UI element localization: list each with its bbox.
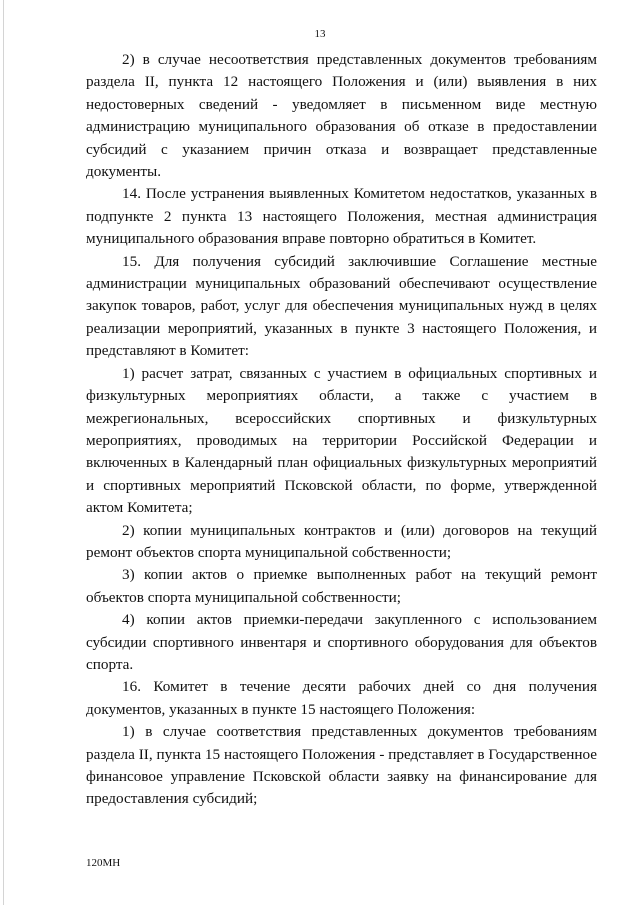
paragraph-13-2: 2) в случае несоответствия представленных документов требованиям раздела II, пункта 12 настоящего Положения и (или) выявления в них недостоверных сведений - уведомляет в письменном виде местную администрацию муниципального образования об отказе в предоставлении субсидий с указанием причин отказа и возвращает представленные документы. xyxy=(86,51,597,181)
document-body xyxy=(86,49,597,811)
paragraph-15-1: 1) расчет затрат, связанных с участием в официальных спортивных и физкультурных мероприятиях области, а также с участием в межрегиональных, всероссийских спортивных и физкультурных мероприятиях, проводимых на территории Российской Федерации и включенных в Календарный план официальных физкультурных мероприятий и спортивных мероприятий Псковской области, по форме, утвержденной актом Комитета; xyxy=(86,364,597,517)
page-edge-line xyxy=(3,0,4,905)
paragraph-15-4: 4) копии актов приемки-передачи закупленного с использованием субсидии спортивного инвентаря и спортивного оборудования для объектов спорта. xyxy=(86,611,597,673)
page-number: 13 xyxy=(314,28,326,40)
paragraph-14: 14. После устранения выявленных Комитетом недостатков, указанных в подпункте 2 пункта 13 настоящего Положения, местная администрация муниципального образования вправе повторно обратиться в Комитет. xyxy=(86,185,597,248)
paragraph-15-3: 3) копии актов о приемке выполненных работ на текущий ремонт объектов спорта муниципальной собственности; xyxy=(86,566,597,606)
paragraph-16-1: 1) в случае соответствия представленных документов требованиям раздела II, пункта 15 настоящего Положения - представляет в Государственное финансовое управление Псковской области заявку на финансирование для предоставления субсидий; xyxy=(86,723,597,808)
paragraph-15-2: 2) копии муниципальных контрактов и (или) договоров на текущий ремонт объектов спорта муниципальной собственности; xyxy=(86,521,597,561)
paragraph-16: 16. Комитет в течение десяти рабочих дней со дня получения документов, указанных в пункте 15 настоящего Положения: xyxy=(86,678,597,718)
paragraph-15: 15. Для получения субсидий заключившие Соглашение местные администрации муниципальных образований обеспечивают осуществление закупок товаров, работ, услуг для обеспечения муниципальных нужд в целях реализации мероприятий, указанных в пункте 3 настоящего Положения, и представляют в Комитет: xyxy=(86,252,597,360)
document-code: 120МН xyxy=(86,857,121,869)
